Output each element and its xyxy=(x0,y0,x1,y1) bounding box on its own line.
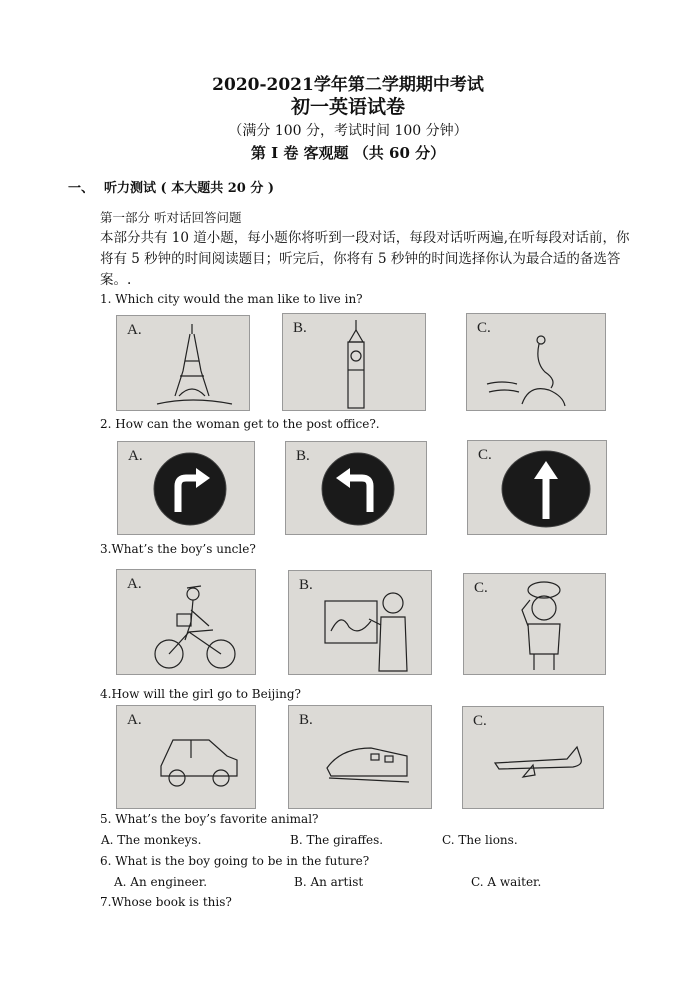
q3-option-c-image xyxy=(463,573,606,675)
big-ben-icon xyxy=(283,314,425,410)
q5-option-c[interactable]: C. The lions. xyxy=(442,833,518,847)
question-4: 4.How will the girl go to Beijing? xyxy=(100,687,301,701)
instructions: 本部分共有 10 道小题，每小题你将听到一段对话，每段对话听两遍,在听每段对话前，你将有 5 秒钟的时间阅读题目；听完后，你将有 5 秒钟的时间选择你认为最合适的备选答案。. xyxy=(100,230,630,288)
police-officer-icon xyxy=(464,574,605,674)
q4-option-a-image xyxy=(116,705,256,809)
q6-option-c[interactable]: C. A waiter. xyxy=(471,875,542,889)
option-label: C. xyxy=(473,713,487,729)
turn-left-sign-icon xyxy=(286,442,426,534)
exam-title: 2020-2021学年第二学期期中考试 xyxy=(212,75,484,95)
part-title: 第一部分 听对话回答问题 xyxy=(100,210,242,225)
option-label: A. xyxy=(127,712,142,728)
postman-on-bike-icon xyxy=(117,570,255,674)
option-label: C. xyxy=(474,580,488,596)
q3-option-b-image xyxy=(288,570,432,675)
question-2: 2. How can the woman get to the post office?. xyxy=(100,417,380,431)
airplane-icon xyxy=(463,707,603,808)
question-6: 6. What is the boy going to be in the future? xyxy=(100,854,370,868)
option-label: A. xyxy=(127,576,142,592)
option-label: A. xyxy=(128,448,143,464)
paper-section-title: 第 I 卷 客观题 （共 60 分） xyxy=(250,144,446,162)
option-label: B. xyxy=(293,320,307,336)
q1-option-b-image xyxy=(282,313,426,411)
q2-option-b-image xyxy=(285,441,427,535)
section-title: 听力测试 ( 本大题共 20 分 ) xyxy=(104,181,275,196)
option-label: B. xyxy=(296,448,310,464)
question-3: 3.What’s the boy’s uncle? xyxy=(100,542,256,556)
q1-option-a-image xyxy=(116,315,250,411)
high-speed-train-icon xyxy=(289,706,431,808)
q5-option-b[interactable]: B. The giraffes. xyxy=(290,833,384,847)
option-label: B. xyxy=(299,712,313,728)
mermaid-statue-icon xyxy=(467,314,605,410)
car-icon xyxy=(117,706,255,808)
q6-option-a[interactable]: A. An engineer. xyxy=(114,875,208,889)
section-heading xyxy=(68,177,274,196)
q2-option-a-image xyxy=(117,441,255,535)
turn-right-sign-icon xyxy=(118,442,254,534)
exam-info: （满分 100 分，考试时间 100 分钟） xyxy=(228,123,468,139)
exam-subtitle: 初一英语试卷 xyxy=(290,96,405,118)
q3-option-a-image xyxy=(116,569,256,675)
question-1: 1. Which city would the man like to live in? xyxy=(100,292,363,306)
option-label: A. xyxy=(127,322,142,338)
q1-option-c-image xyxy=(466,313,606,411)
eiffel-tower-icon xyxy=(117,316,249,410)
option-label: B. xyxy=(299,577,313,593)
q5-option-a[interactable]: A. The monkeys. xyxy=(101,833,202,847)
q6-option-b[interactable]: B. An artist xyxy=(294,875,364,889)
go-straight-sign-icon xyxy=(468,441,606,534)
q2-option-c-image xyxy=(467,440,607,535)
q4-option-c-image xyxy=(462,706,604,809)
question-7: 7.Whose book is this? xyxy=(100,895,232,909)
teacher-at-board-icon xyxy=(289,571,431,674)
q4-option-b-image xyxy=(288,705,432,809)
option-label: C. xyxy=(477,320,491,336)
section-number: 一、 xyxy=(68,181,95,196)
question-5: 5. What’s the boy’s favorite animal? xyxy=(100,812,319,826)
option-label: C. xyxy=(478,447,492,463)
